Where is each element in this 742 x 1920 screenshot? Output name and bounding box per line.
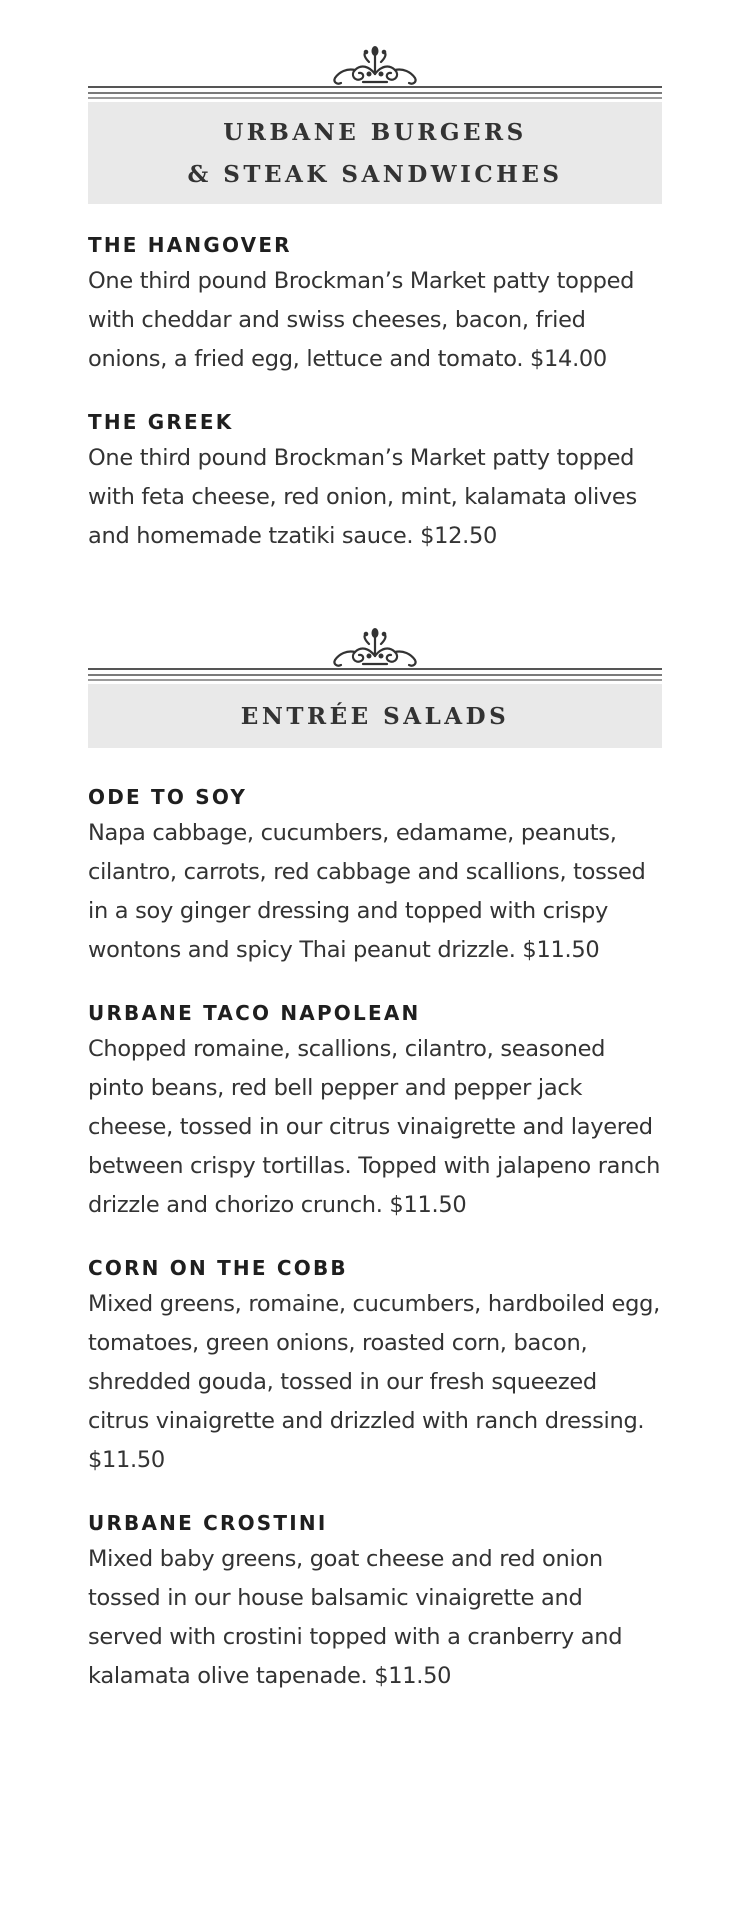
divider — [88, 97, 662, 99]
menu-item-description: One third pound Brockman’s Market patty topped with cheddar and swiss cheeses, bacon, fried onions, a fried egg, lettuce and tomato. $14.00 — [88, 268, 635, 372]
menu-item-description: One third pound Brockman’s Market patty topped with feta cheese, red onion, mint, kalamata olives and homemade tzatiki sauce. $12.50 — [88, 445, 637, 549]
menu-item-name: CORN ON THE COBB — [88, 1256, 348, 1280]
menu-item-name: ODE TO SOY — [88, 785, 248, 809]
menu-item-name: URBANE TACO NAPOLEAN — [88, 1001, 421, 1025]
section-title-banner — [88, 102, 662, 204]
section-salads — [88, 626, 662, 1696]
header-rules — [88, 668, 662, 682]
section-burgers — [88, 44, 662, 556]
header-rules — [88, 86, 662, 100]
divider — [88, 86, 662, 88]
menu-item-description: Napa cabbage, cucumbers, edamame, peanuts, cilantro, carrots, red cabbage and scallions, tossed in a soy ginger dressing and topped with crispy wontons and spicy Thai peanut drizzle. $11.50 — [88, 820, 646, 963]
menu-item — [88, 409, 662, 556]
menu-page — [88, 0, 662, 1726]
menu-item — [88, 1510, 662, 1696]
menu-item — [88, 1255, 662, 1480]
divider — [88, 92, 662, 94]
section-title-line-1: ENTRÉE SALADS — [240, 703, 510, 730]
menu-item-description: Chopped romaine, scallions, cilantro, seasoned pinto beans, red bell pepper and pepper jack cheese, tossed in our citrus vinaigrette and layered between crispy tortillas. Topped with jalapeno ranch drizzle and chorizo crunch. $11.50 — [88, 1036, 661, 1218]
menu-item-description: Mixed greens, romaine, cucumbers, hardboiled egg, tomatoes, green onions, roasted corn, bacon, shredded gouda, tossed in our fresh squeezed citrus vinaigrette and drizzled with ranch dressing. $11.50 — [88, 1291, 660, 1473]
menu-item — [88, 232, 662, 379]
menu-item-description: Mixed baby greens, goat cheese and red onion tossed in our house balsamic vinaigrette and served with crostini topped with a cranberry and kalamata olive tapenade. $11.50 — [88, 1546, 623, 1689]
divider — [88, 668, 662, 670]
menu-items-list — [88, 232, 662, 556]
divider — [88, 679, 662, 681]
menu-item-name: THE HANGOVER — [88, 233, 292, 257]
section-title-line-1: URBANE BURGERS — [223, 119, 527, 146]
menu-item — [88, 1000, 662, 1225]
section-title-line-2: & STEAK SANDWICHES — [187, 161, 563, 188]
menu-item — [88, 784, 662, 970]
menu-item-name: THE GREEK — [88, 410, 234, 434]
scroll-flourish-icon — [325, 44, 425, 86]
menu-items-list — [88, 784, 662, 1696]
menu-item-name: URBANE CROSTINI — [88, 1511, 328, 1535]
scroll-flourish-icon — [325, 626, 425, 668]
section-title-banner — [88, 684, 662, 748]
divider — [88, 674, 662, 676]
